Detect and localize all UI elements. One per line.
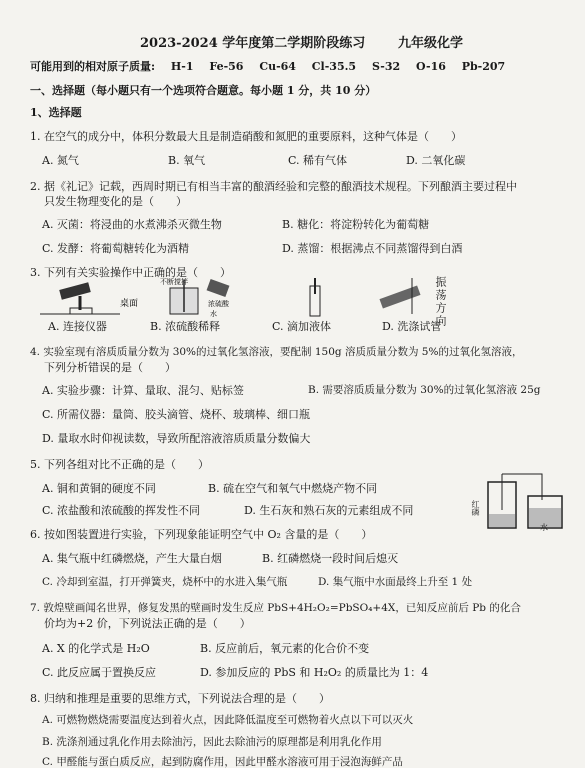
question-4-stem: 4. 实验室现有溶质质量分数为 30%的过氧化氢溶液，要配制 150g 溶质质量分数为 5%的过氧化氢溶液， xyxy=(30,346,523,358)
question-7-option-d: D. 参加反应的 PbS 和 H₂O₂ 的质量比为 1：4 xyxy=(200,666,429,679)
question-6-option-b: B. 红磷燃烧一段时间后熄灭 xyxy=(262,552,399,565)
atomic-mass-item: Cl-35.5 xyxy=(311,60,357,73)
fig-b-label-3: 水 xyxy=(210,310,217,318)
question-5-option-d: D. 生石灰和熟石灰的元素组成不同 xyxy=(244,504,414,517)
question-7-option-a: A. X 的化学式是 H₂O xyxy=(42,642,150,655)
question-3-stem: 3. 下列有关实验操作中正确的是（ ） xyxy=(30,266,231,279)
question-1-option-c: C. 稀有气体 xyxy=(288,154,348,167)
question-6-option-c: C. 冷却到室温，打开弹簧夹，烧杯中的水进入集气瓶 xyxy=(42,576,288,588)
question-7-option-c: C. 此反应属于置换反应 xyxy=(42,666,157,679)
question-4-stem-cont: 下列分析错误的是（ ） xyxy=(44,361,176,374)
question-5-option-b: B. 硫在空气和氧气中燃烧产物不同 xyxy=(208,482,378,495)
question-3-figures xyxy=(40,278,480,318)
question-2-option-b: B. 糖化：将淀粉转化为葡萄糖 xyxy=(282,218,430,231)
fig-6-label-2: 水 xyxy=(540,523,548,532)
fig-b-label-2: 浓硫酸 xyxy=(208,300,229,308)
question-2-stem-cont: 只发生物理变化的是（ ） xyxy=(44,195,187,208)
atomic-mass-item: H-1 xyxy=(170,60,194,73)
question-7-stem: 7. 敦煌壁画闻名世界，修复发黑的壁画时发生反应 PbS+4H₂O₂=PbSO₄+4X，已知反应前后 Pb 的化合 xyxy=(30,602,521,614)
atomic-mass-item: S-32 xyxy=(371,60,401,73)
atomic-masses-label: 可能用到的相对原子质量: xyxy=(30,60,156,73)
page-title: 2023-2024 学年度第二学期阶段练习 xyxy=(140,36,366,51)
atomic-masses xyxy=(30,58,517,74)
fig-b-label-1: 不断搅拌 xyxy=(160,278,188,286)
grade-label: 九年级化学 xyxy=(398,36,464,51)
question-8-stem: 8. 归纳和推理是重要的思维方式，下列说法合理的是（ ） xyxy=(30,692,330,705)
atomic-mass-item: Cu-64 xyxy=(259,60,296,73)
section-heading: 一、选择题（每小题只有一个选项符合题意。每小题 1 分，共 10 分） xyxy=(30,84,377,97)
question-1-option-d: D. 二氧化碳 xyxy=(406,154,466,167)
question-8-option-b: B. 洗涤剂通过乳化作用去除油污，因此去除油污的原理都是利用乳化作用 xyxy=(42,736,382,748)
question-5-option-c: C. 浓盐酸和浓硫酸的挥发性不同 xyxy=(42,504,201,517)
question-5-stem: 5. 下列各组对比不正确的是（ ） xyxy=(30,458,209,471)
atomic-mass-item: Fe-56 xyxy=(209,60,244,73)
question-3-option-c: C. 滴加液体 xyxy=(272,320,332,333)
question-3-option-a: A. 连接仪器 xyxy=(48,320,107,333)
question-1-stem: 1. 在空气的成分中，体积分数最大且是制造硝酸和氮肥的重要原料，这种气体是（ ） xyxy=(30,130,462,143)
question-2-option-d: D. 蒸馏：根据沸点不同蒸馏得到白酒 xyxy=(282,242,463,255)
question-3-option-b: B. 浓硫酸稀释 xyxy=(150,320,221,333)
question-8-option-c: C. 甲醛能与蛋白质反应，起到防腐作用，因此甲醛水溶液可用于浸泡海鲜产品 xyxy=(42,756,403,768)
question-2-stem: 2. 据《礼记》记载，西周时期已有相当丰富的酿酒经验和完整的酿酒技术规程。下列酿酒主要过程中 xyxy=(30,180,517,193)
question-4-option-b: B. 需要溶质质量分数为 30%的过氧化氢溶液 25g xyxy=(308,384,541,396)
question-6-apparatus xyxy=(480,470,570,532)
question-7-option-b: B. 反应前后，氧元素的化合价不变 xyxy=(200,642,370,655)
section-subheading: 1、选择题 xyxy=(30,106,82,119)
fig-a-label: 桌面 xyxy=(120,299,139,309)
connect-apparatus-figure xyxy=(40,282,120,314)
question-2-option-c: C. 发酵：将葡萄糖转化为酒精 xyxy=(42,242,190,255)
atomic-mass-item: O-16 xyxy=(416,60,446,73)
question-1-option-a: A. 氮气 xyxy=(42,154,79,167)
question-7-stem-cont: 价均为+2 价，下列说法正确的是（ ） xyxy=(44,617,251,630)
dropper-figure xyxy=(310,278,320,316)
question-6-stem: 6. 按如图装置进行实验，下列现象能证明空气中 O₂ 含量的是（ ） xyxy=(30,528,373,541)
question-1-option-b: B. 氧气 xyxy=(168,154,206,167)
question-6-option-d: D. 集气瓶中水面最终上升至 1 处 xyxy=(318,576,473,588)
atomic-mass-item: Pb-207 xyxy=(461,60,506,73)
fig-6-label-1: 红磷 xyxy=(471,500,480,516)
question-8-option-a: A. 可燃物燃烧需要温度达到着火点，因此降低温度至可燃物着火点以下可以灭火 xyxy=(42,714,414,726)
tube-shaking-figure xyxy=(379,278,420,314)
question-5-option-a: A. 铜和黄铜的硬度不同 xyxy=(42,482,156,495)
question-6-option-a: A. 集气瓶中红磷燃烧，产生大量白烟 xyxy=(42,552,222,565)
question-4-option-c: C. 所需仪器：量筒、胶头滴管、烧杯、玻璃棒、细口瓶 xyxy=(42,408,311,421)
question-3-option-d: D. 洗涤试管 xyxy=(382,320,442,333)
fig-d-label: 振荡方向 xyxy=(434,276,447,328)
question-4-option-d: D. 量取水时仰视读数，导致所配溶液溶质质量分数偏大 xyxy=(42,432,311,445)
question-2-option-a: A. 灭菌：将浸曲的水煮沸杀灭微生物 xyxy=(42,218,222,231)
question-4-option-a: A. 实验步骤：计算、量取、混匀、贴标签 xyxy=(42,384,244,397)
